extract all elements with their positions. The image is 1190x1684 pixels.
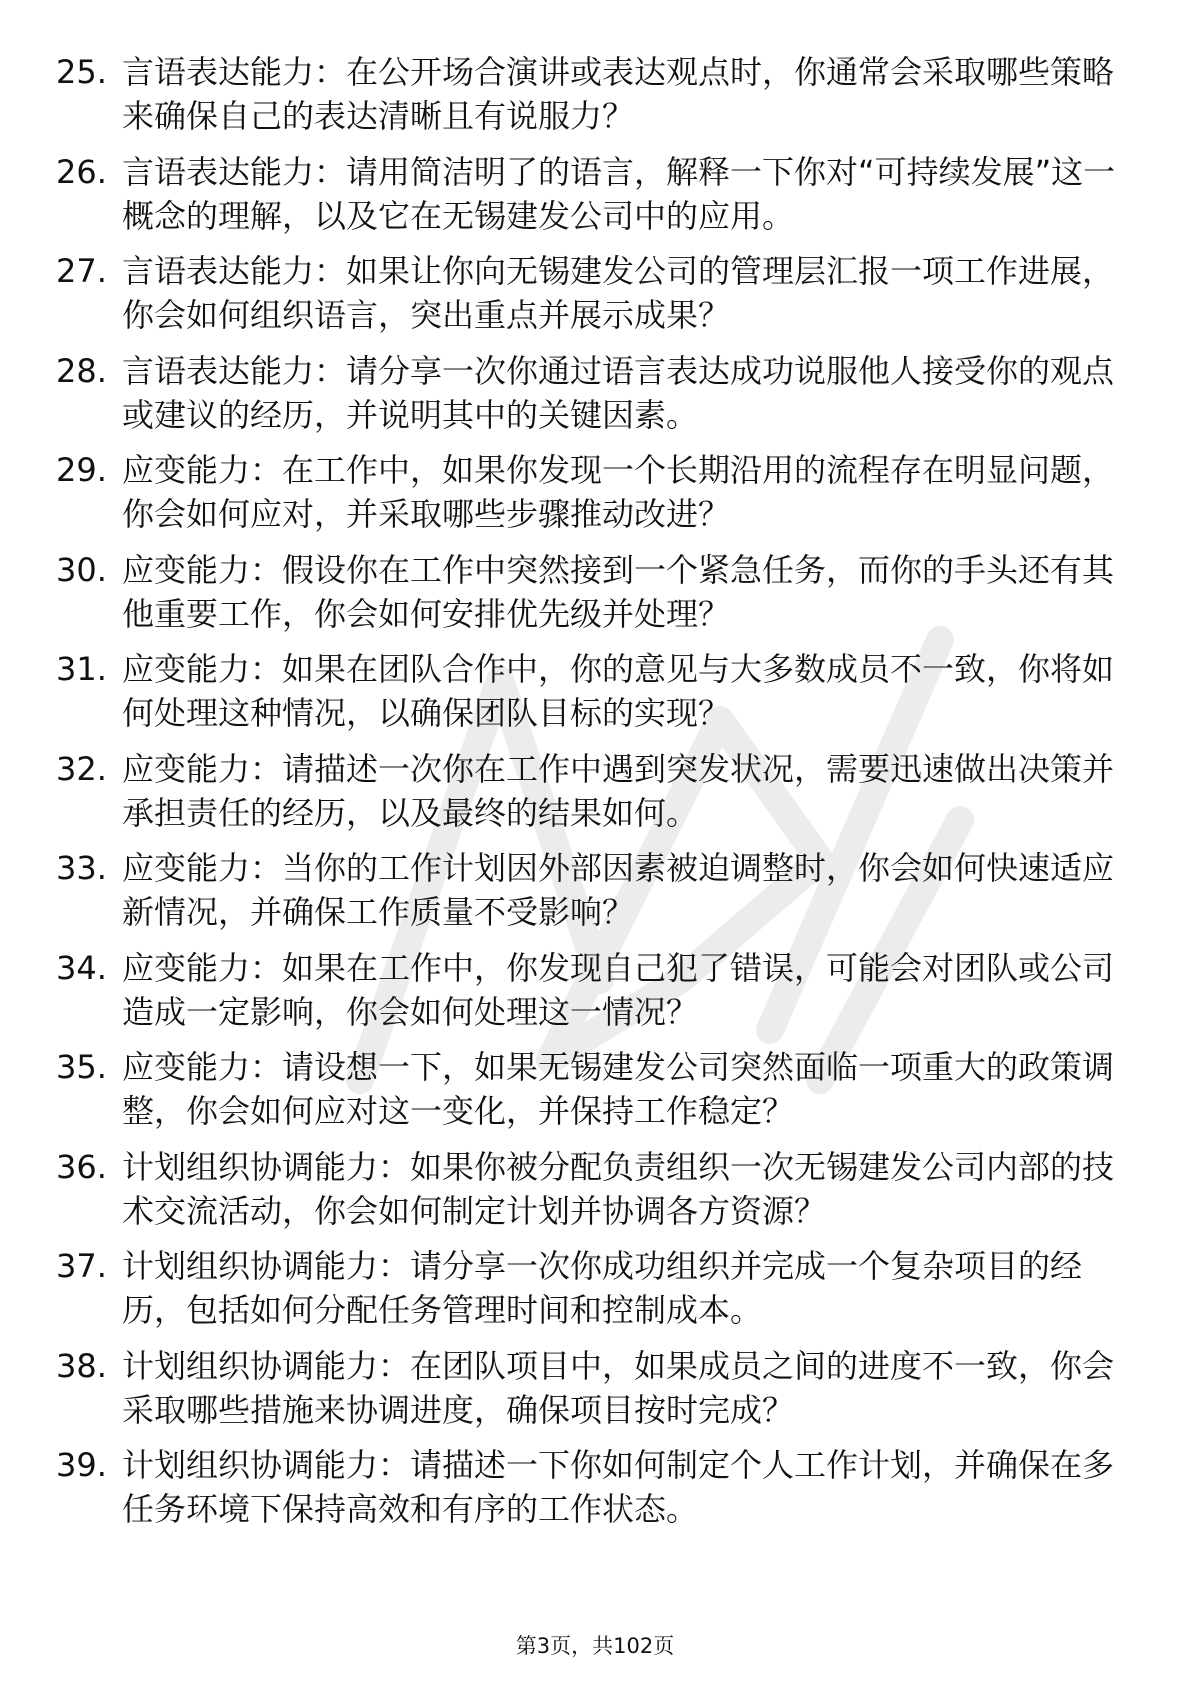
- question-item: [56, 150, 1116, 250]
- question-item: [56, 448, 1116, 548]
- question-number: 38.: [56, 1346, 107, 1385]
- question-number: 34.: [56, 948, 107, 987]
- question-item: [56, 647, 1116, 747]
- question-text: 计划组织协调能力：请描述一下你如何制定个人工作计划，并确保在多任务环境下保持高效和有序的工作状态。: [122, 1446, 1115, 1528]
- question-number: 29.: [56, 451, 107, 489]
- question-text: 言语表达能力：请分享一次你通过语言表达成功说服他人接受你的观点或建议的经历，并说明其中的关键因素。: [122, 351, 1115, 434]
- question-number: 35.: [56, 1048, 107, 1086]
- question-number: 37.: [56, 1247, 107, 1285]
- question-text: 言语表达能力：如果让你向无锡建发公司的管理层汇报一项工作进展，你会如何组织语言，突出重点并展示成果？: [122, 252, 1115, 334]
- question-item: [56, 747, 1116, 847]
- question-item: [56, 249, 1116, 349]
- question-number: 33.: [56, 849, 107, 887]
- question-item: [56, 846, 1116, 946]
- question-item: [56, 1344, 1116, 1444]
- question-number: 36.: [56, 1147, 107, 1186]
- question-text: 应变能力：如果在工作中，你发现自己犯了错误，可能会对团队或公司造成一定影响，你会如何处理这一情况？: [122, 948, 1115, 1031]
- question-text: 计划组织协调能力：在团队项目中，如果成员之间的进度不一致，你会采取哪些措施来协调进度，确保项目按时完成？: [122, 1346, 1115, 1429]
- question-number: 27.: [56, 252, 107, 290]
- question-list: [56, 50, 1116, 1543]
- question-text: 应变能力：在工作中，如果你发现一个长期沿用的流程存在明显问题，你会如何应对，并采取哪些步骤推动改进？: [122, 451, 1115, 533]
- question-number: 25.: [56, 53, 107, 91]
- question-number: 26.: [56, 152, 107, 191]
- question-item: [56, 349, 1116, 449]
- question-text: 言语表达能力：请用简洁明了的语言，解释一下你对“可持续发展”这一概念的理解，以及它在无锡建发公司中的应用。: [122, 152, 1116, 235]
- question-number: 31.: [56, 650, 107, 688]
- question-text: 计划组织协调能力：请分享一次你成功组织并完成一个复杂项目的经历，包括如何分配任务管理时间和控制成本。: [122, 1247, 1083, 1329]
- question-number: 32.: [56, 749, 107, 788]
- question-text: 言语表达能力：在公开场合演讲或表达观点时，你通常会采取哪些策略来确保自己的表达清晰且有说服力？: [122, 53, 1115, 135]
- question-item: [56, 1145, 1116, 1245]
- question-number: 30.: [56, 550, 107, 589]
- question-number: 28.: [56, 351, 107, 390]
- question-number: 39.: [56, 1446, 107, 1484]
- question-item: [56, 1443, 1116, 1543]
- question-item: [56, 548, 1116, 648]
- question-text: 应变能力：请描述一次你在工作中遇到突发状况，需要迅速做出决策并承担责任的经历，以及最终的结果如何。: [122, 749, 1115, 832]
- question-item: [56, 1244, 1116, 1344]
- question-item: [56, 50, 1116, 150]
- question-text: 应变能力：请设想一下，如果无锡建发公司突然面临一项重大的政策调整，你会如何应对这一变化，并保持工作稳定？: [122, 1048, 1115, 1130]
- question-item: [56, 1045, 1116, 1145]
- page-footer: 第3页，共102页: [515, 1634, 675, 1658]
- question-text: 应变能力：当你的工作计划因外部因素被迫调整时，你会如何快速适应新情况，并确保工作质量不受影响？: [122, 849, 1115, 931]
- question-text: 计划组织协调能力：如果你被分配负责组织一次无锡建发公司内部的技术交流活动，你会如何制定计划并协调各方资源？: [122, 1147, 1115, 1230]
- question-text: 应变能力：假设你在工作中突然接到一个紧急任务，而你的手头还有其他重要工作，你会如何安排优先级并处理？: [122, 550, 1115, 633]
- question-item: [56, 946, 1116, 1046]
- question-text: 应变能力：如果在团队合作中，你的意见与大多数成员不一致，你将如何处理这种情况，以确保团队目标的实现？: [122, 650, 1115, 732]
